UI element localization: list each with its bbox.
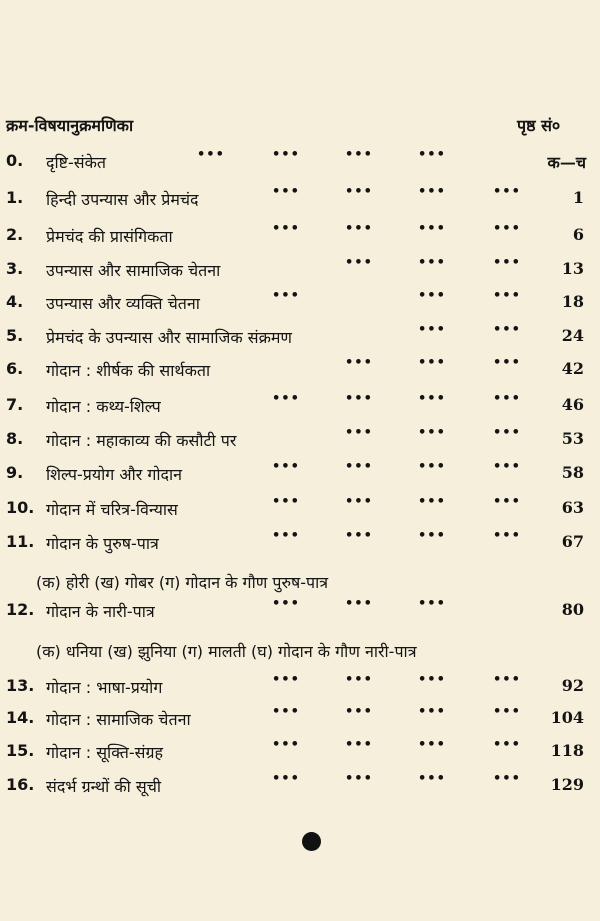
leader-dots: ••• — [493, 737, 521, 752]
toc-page: 24 — [561, 326, 584, 345]
leader-dots: ••• — [493, 322, 521, 337]
leader-dots: ••• — [345, 255, 373, 270]
toc-title: गोदान : कथ्य-शिल्प — [46, 397, 161, 416]
toc-number: 7. — [6, 395, 24, 414]
leader-dots: ••• — [272, 391, 300, 406]
toc-number: 8. — [6, 429, 24, 448]
leader-dots: ••• — [493, 771, 521, 786]
toc-row-8 — [0, 425, 600, 455]
leader-dots: ••• — [418, 391, 446, 406]
leader-dots: ••• — [418, 459, 446, 474]
leader-dots: ••• — [418, 355, 446, 370]
leader-dots: ••• — [345, 672, 373, 687]
leader-dots: ••• — [272, 221, 300, 236]
leader-dots: ••• — [272, 494, 300, 509]
toc-page: 18 — [561, 292, 584, 311]
leader-dots: ••• — [418, 704, 446, 719]
leader-dots: ••• — [345, 737, 373, 752]
leader-dots: ••• — [272, 737, 300, 752]
toc-subitems-male-characters: (क) होरी (ख) गोबर (ग) गोदान के गौण पुरुष-पात्र — [36, 573, 329, 592]
toc-row-4 — [0, 288, 600, 318]
leader-dots: ••• — [345, 147, 373, 162]
toc-page: 58 — [561, 463, 584, 482]
toc-page: 42 — [561, 359, 584, 378]
leader-dots: ••• — [493, 704, 521, 719]
toc-page: 67 — [561, 532, 584, 551]
leader-dots: ••• — [418, 596, 446, 611]
leader-dots: ••• — [345, 355, 373, 370]
leader-dots: ••• — [345, 771, 373, 786]
leader-dots: ••• — [418, 672, 446, 687]
toc-row-13 — [0, 672, 600, 702]
toc-title: गोदान के पुरुष-पात्र — [46, 534, 159, 553]
toc-number: 11. — [6, 532, 35, 551]
toc-title: उपन्यास और सामाजिक चेतना — [46, 261, 221, 280]
toc-page: 1 — [572, 188, 584, 207]
toc-page: क—च — [547, 153, 586, 172]
leader-dots: ••• — [272, 184, 300, 199]
toc-title: गोदान : सूक्ति-संग्रह — [46, 743, 164, 762]
toc-row-2 — [0, 221, 600, 251]
toc-number: 13. — [6, 676, 35, 695]
toc-number: 6. — [6, 359, 24, 378]
toc-row-14 — [0, 704, 600, 734]
toc-row-10 — [0, 494, 600, 524]
leader-dots: ••• — [272, 771, 300, 786]
toc-title: गोदान : सामाजिक चेतना — [46, 710, 191, 729]
leader-dots: ••• — [493, 494, 521, 509]
leader-dots: ••• — [272, 528, 300, 543]
toc-number: 5. — [6, 326, 24, 345]
toc-row-16 — [0, 771, 600, 801]
leader-dots: ••• — [345, 528, 373, 543]
toc-title: प्रेमचंद की प्रासंगिकता — [46, 227, 173, 246]
toc-title: गोदान : भाषा-प्रयोग — [46, 678, 163, 697]
toc-row-1 — [0, 184, 600, 214]
leader-dots: ••• — [345, 184, 373, 199]
toc-page: 92 — [561, 676, 584, 695]
toc-row-7 — [0, 391, 600, 421]
toc-title: शिल्प-प्रयोग और गोदान — [46, 465, 183, 484]
toc-number: 15. — [6, 741, 35, 760]
leader-dots: ••• — [418, 494, 446, 509]
leader-dots: ••• — [418, 288, 446, 303]
leader-dots: ••• — [418, 528, 446, 543]
leader-dots: ••• — [345, 425, 373, 440]
leader-dots: ••• — [418, 737, 446, 752]
toc-page: 13 — [561, 259, 584, 278]
toc-page: 6 — [572, 225, 584, 244]
toc-number: 1. — [6, 188, 24, 207]
toc-row-12 — [0, 596, 600, 626]
toc-row-9 — [0, 459, 600, 489]
toc-page: 53 — [561, 429, 584, 448]
leader-dots: ••• — [493, 288, 521, 303]
leader-dots: ••• — [272, 288, 300, 303]
leader-dots: ••• — [493, 221, 521, 236]
leader-dots: ••• — [272, 596, 300, 611]
toc-row-11 — [0, 528, 600, 558]
toc-number: 2. — [6, 225, 24, 244]
leader-dots: ••• — [418, 221, 446, 236]
toc-page: 129 — [550, 775, 584, 794]
contents-heading: क्रम-विषयानुक्रमणिका — [6, 116, 134, 135]
leader-dots: ••• — [493, 184, 521, 199]
toc-row-15 — [0, 737, 600, 767]
leader-dots: ••• — [493, 355, 521, 370]
leader-dots: ••• — [493, 425, 521, 440]
leader-dots: ••• — [272, 704, 300, 719]
leader-dots: ••• — [418, 425, 446, 440]
leader-dots: ••• — [345, 221, 373, 236]
page-number-heading: पृष्ठ सं० — [517, 116, 561, 135]
toc-row-3 — [0, 255, 600, 285]
leader-dots: ••• — [418, 771, 446, 786]
toc-title: हिन्दी उपन्यास और प्रेमचंद — [46, 190, 199, 209]
toc-page: 63 — [561, 498, 584, 517]
leader-dots: ••• — [345, 704, 373, 719]
leader-dots: ••• — [272, 459, 300, 474]
toc-title: उपन्यास और व्यक्ति चेतना — [46, 294, 200, 313]
leader-dots: ••• — [272, 672, 300, 687]
bottom-bullet-mark — [302, 832, 321, 851]
leader-dots: ••• — [493, 459, 521, 474]
leader-dots: ••• — [493, 255, 521, 270]
toc-page: 46 — [561, 395, 584, 414]
toc-title: गोदान : महाकाव्य की कसौटी पर — [46, 431, 237, 450]
toc-title: प्रेमचंद के उपन्यास और सामाजिक संक्रमण — [46, 328, 292, 347]
toc-number: 16. — [6, 775, 35, 794]
leader-dots: ••• — [345, 391, 373, 406]
leader-dots: ••• — [418, 255, 446, 270]
toc-number: 9. — [6, 463, 24, 482]
toc-title: गोदान में चरित्र-विन्यास — [46, 500, 178, 519]
toc-number: 10. — [6, 498, 35, 517]
toc-page: 80 — [561, 600, 584, 619]
leader-dots: ••• — [493, 672, 521, 687]
toc-number: 3. — [6, 259, 24, 278]
toc-page: 118 — [550, 741, 584, 760]
leader-dots: ••• — [345, 459, 373, 474]
toc-title: गोदान के नारी-पात्र — [46, 602, 155, 621]
leader-dots: ••• — [493, 391, 521, 406]
toc-number: 14. — [6, 708, 35, 727]
toc-subitems-female-characters: (क) धनिया (ख) झुनिया (ग) मालती (घ) गोदान के गौण नारी-पात्र — [36, 642, 417, 661]
toc-title: दृष्टि-संकेत — [46, 153, 106, 172]
toc-number: 0. — [6, 151, 24, 170]
toc-row-0 — [0, 147, 600, 177]
toc-row-6 — [0, 355, 600, 385]
leader-dots: ••• — [345, 596, 373, 611]
leader-dots: ••• — [418, 184, 446, 199]
toc-number: 12. — [6, 600, 35, 619]
leader-dots: ••• — [345, 494, 373, 509]
leader-dots: ••• — [272, 147, 300, 162]
toc-title: संदर्भ ग्रन्थों की सूची — [46, 777, 162, 796]
toc-row-5 — [0, 322, 600, 352]
leader-dots: ••• — [418, 322, 446, 337]
toc-number: 4. — [6, 292, 24, 311]
leader-dots: ••• — [418, 147, 446, 162]
toc-page: 104 — [550, 708, 584, 727]
toc-title: गोदान : शीर्षक की सार्थकता — [46, 361, 211, 380]
leader-dots: ••• — [493, 528, 521, 543]
leader-dots: ••• — [197, 147, 225, 162]
